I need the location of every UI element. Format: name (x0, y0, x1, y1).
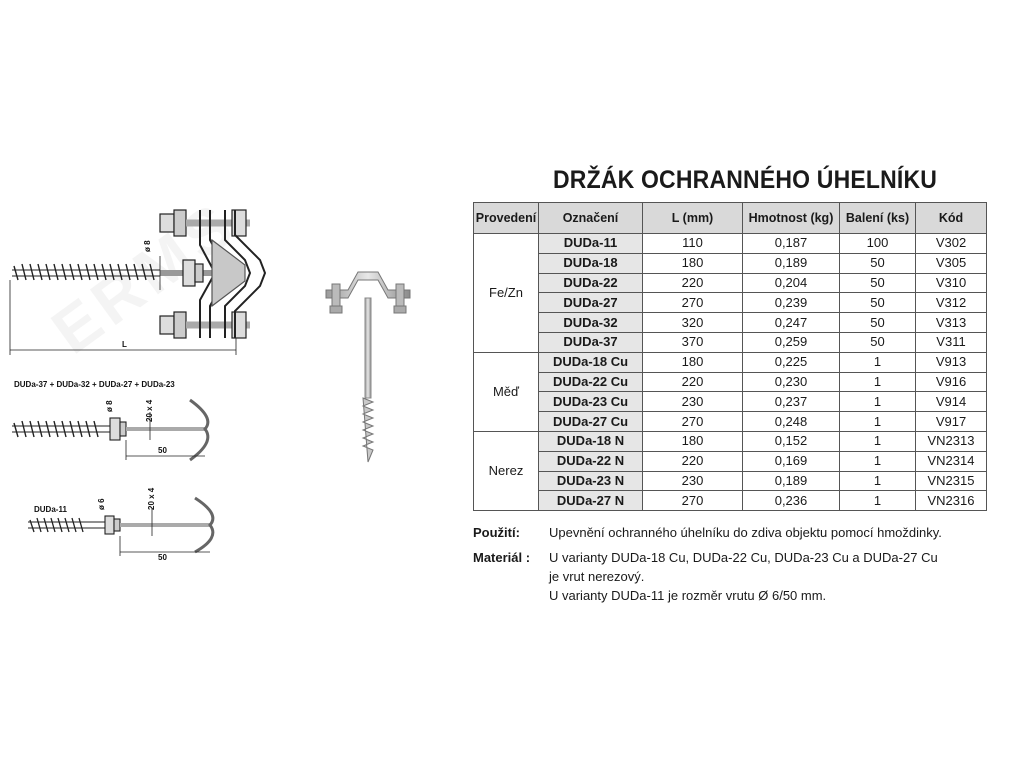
cell-length: 320 (643, 313, 743, 333)
table-row (474, 412, 987, 432)
group-label-fezn: Fe/Zn (474, 234, 539, 353)
cell-package: 1 (840, 392, 916, 412)
cell-package: 1 (840, 451, 916, 471)
cell-name: DUDa-18 N (539, 431, 643, 451)
cell-code: V913 (916, 352, 987, 372)
cell-code: VN2315 (916, 471, 987, 491)
table-row (474, 451, 987, 471)
cell-package: 1 (840, 491, 916, 511)
cell-weight: 0,230 (743, 372, 840, 392)
variants-caption: DUDa-37 + DUDa-32 + DUDa-27 + DUDa-23 (14, 380, 175, 389)
cell-length: 270 (643, 491, 743, 511)
cell-code: V310 (916, 273, 987, 293)
cell-name: DUDa-23 N (539, 471, 643, 491)
cell-code: VN2314 (916, 451, 987, 471)
cell-length: 180 (643, 253, 743, 273)
cell-name: DUDa-37 (539, 332, 643, 352)
spec-table (473, 202, 987, 511)
cell-name: DUDa-32 (539, 313, 643, 333)
cell-code: V312 (916, 293, 987, 313)
cell-name: DUDa-27 Cu (539, 412, 643, 432)
cell-name: DUDa-23 Cu (539, 392, 643, 412)
table-row (474, 491, 987, 511)
header-oznaceni: Označení (539, 203, 643, 234)
cell-weight: 0,189 (743, 471, 840, 491)
cell-code: VN2316 (916, 491, 987, 511)
header-length: L (mm) (643, 203, 743, 234)
group-label-nerez: Nerez (474, 431, 539, 510)
table-row (474, 392, 987, 412)
cell-package: 50 (840, 273, 916, 293)
dimension-L-label: L (122, 340, 127, 349)
material-line: je vrut nerezový. (549, 569, 645, 584)
cell-name: DUDa-11 (539, 234, 643, 254)
page-title: DRŽÁK OCHRANNÉHO ÚHELNÍKU (553, 166, 938, 194)
cell-package: 100 (840, 234, 916, 254)
cell-code: V311 (916, 332, 987, 352)
cell-weight: 0,247 (743, 313, 840, 333)
material-line: U varianty DUDa-18 Cu, DUDa-22 Cu, DUDa-23 Cu a DUDa-27 Cu (549, 550, 938, 565)
cell-package: 50 (840, 253, 916, 273)
table-row (474, 431, 987, 451)
cell-length: 180 (643, 352, 743, 372)
size-20x4-label-bottom: 20 x 4 (147, 487, 156, 510)
duda11-caption: DUDa-11 (34, 505, 67, 514)
group-label-med: Měď (474, 352, 539, 431)
table-row (474, 372, 987, 392)
cell-code: VN2313 (916, 431, 987, 451)
table-row (474, 253, 987, 273)
length-50-label-mid: 50 (158, 446, 167, 455)
cell-package: 50 (840, 293, 916, 313)
cell-name: DUDa-22 (539, 273, 643, 293)
cell-code: V916 (916, 372, 987, 392)
cell-package: 1 (840, 471, 916, 491)
cell-weight: 0,189 (743, 253, 840, 273)
cell-length: 230 (643, 471, 743, 491)
screw-thread (12, 264, 160, 280)
cell-package: 1 (840, 352, 916, 372)
table-row (474, 234, 987, 254)
product-photo (318, 262, 418, 472)
cell-weight: 0,248 (743, 412, 840, 432)
cell-length: 270 (643, 412, 743, 432)
material-label: Materiál : (473, 550, 531, 565)
cell-code: V313 (916, 313, 987, 333)
table-row (474, 332, 987, 352)
cell-package: 50 (840, 313, 916, 333)
cell-length: 370 (643, 332, 743, 352)
header-provedeni: Provedení (474, 203, 539, 234)
table-header-row (474, 203, 987, 234)
length-50-label-bottom: 50 (158, 553, 167, 562)
cell-weight: 0,204 (743, 273, 840, 293)
diameter-8-label-top: ø 8 (143, 240, 152, 252)
cell-weight: 0,169 (743, 451, 840, 471)
cell-weight: 0,237 (743, 392, 840, 412)
size-20x4-label-mid: 20 x 4 (145, 399, 154, 422)
cell-code: V914 (916, 392, 987, 412)
material-text (549, 548, 989, 605)
cell-weight: 0,239 (743, 293, 840, 313)
table-row (474, 352, 987, 372)
material-line: U varianty DUDa-11 je rozměr vrutu Ø 6/50 mm. (549, 588, 827, 603)
cell-length: 180 (643, 431, 743, 451)
header-weight: Hmotnost (kg) (743, 203, 840, 234)
use-note (473, 523, 989, 542)
main-assembly-drawing (10, 210, 265, 355)
cell-length: 220 (643, 372, 743, 392)
cell-length: 220 (643, 451, 743, 471)
cell-package: 50 (840, 332, 916, 352)
cell-weight: 0,152 (743, 431, 840, 451)
cell-package: 1 (840, 372, 916, 392)
cell-name: DUDa-27 N (539, 491, 643, 511)
cell-name: DUDa-18 (539, 253, 643, 273)
cell-name: DUDa-22 N (539, 451, 643, 471)
use-label: Použití: (473, 525, 520, 540)
cell-name: DUDa-18 Cu (539, 352, 643, 372)
table-row (474, 313, 987, 333)
material-note (473, 548, 989, 605)
cell-length: 270 (643, 293, 743, 313)
use-text: Upevnění ochranného úhelníku do zdiva objektu pomocí hmoždinky. (549, 525, 942, 540)
table-row (474, 293, 987, 313)
header-code: Kód (916, 203, 987, 234)
cell-package: 1 (840, 412, 916, 432)
cell-name: DUDa-27 (539, 293, 643, 313)
cell-weight: 0,225 (743, 352, 840, 372)
notes (473, 523, 989, 611)
table-row (474, 273, 987, 293)
table-row (474, 471, 987, 491)
cell-weight: 0,259 (743, 332, 840, 352)
diameter-6-label: ø 6 (97, 498, 106, 510)
cell-weight: 0,187 (743, 234, 840, 254)
cell-code: V305 (916, 253, 987, 273)
cell-package: 1 (840, 431, 916, 451)
cell-name: DUDa-22 Cu (539, 372, 643, 392)
cell-length: 230 (643, 392, 743, 412)
diameter-8-label-mid: ø 8 (105, 400, 114, 412)
cell-length: 220 (643, 273, 743, 293)
header-package: Balení (ks) (840, 203, 916, 234)
cell-code: V917 (916, 412, 987, 432)
cell-weight: 0,236 (743, 491, 840, 511)
cell-code: V302 (916, 234, 987, 254)
cell-length: 110 (643, 234, 743, 254)
